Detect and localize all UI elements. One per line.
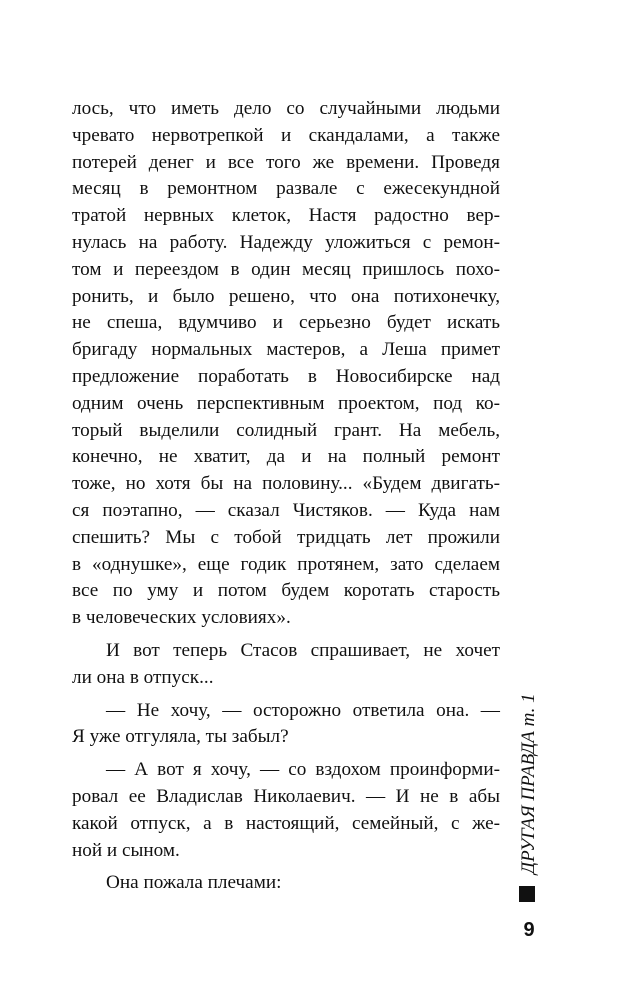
text-line: лось, что иметь дело со случайными людьми	[72, 98, 500, 119]
page-number: 9	[523, 919, 535, 941]
text-line: И вот теперь Стасов спрашивает, не хочет	[106, 639, 500, 661]
text-line: чревато нервотрепкой и скандалами, а также	[72, 124, 500, 146]
text-line: тоже, но хотя бы на половину... «Будем двигать-	[72, 473, 500, 495]
running-head	[515, 668, 543, 874]
text-line: в человеческих условиях».	[72, 607, 291, 629]
running-head-text: ДРУГАЯ ПРАВДА т. 1	[518, 693, 539, 874]
text-line: все по уму и потом будем коротать старость	[72, 580, 500, 602]
text-line: тратой нервных клеток, Настя радостно вер-	[72, 205, 500, 227]
text-line: нулась на работу. Надежду уложиться с ремон-	[72, 231, 500, 253]
text-line: месяц в ремонтном развале с ежесекундной	[72, 178, 500, 200]
text-line: спешить? Мы с тобой тридцать лет прожили	[72, 526, 500, 548]
text-line: предложение поработать в Новосибирске над	[72, 365, 500, 387]
body-text	[72, 96, 500, 897]
text-line: ли она в отпуск...	[72, 666, 214, 688]
text-line: Она пожала плечами:	[106, 872, 282, 894]
text-line: одним очень перспективным проектом, под ко-	[72, 392, 500, 414]
text-line: торый выделили солидный грант. На мебель,	[72, 419, 500, 441]
text-line: потерей денег и все того же времени. Проведя	[72, 151, 500, 173]
text-line: ся поэтапно, — сказал Чистяков. — Куда нам	[72, 499, 500, 521]
text-line: — Не хочу, — осторожно ответила она. —	[106, 699, 500, 721]
text-line: конечно, не хватит, да и на полный ремонт	[72, 446, 500, 468]
text-line: ронить, и было решено, что она потихонечку,	[72, 285, 500, 307]
square-marker-icon	[519, 886, 535, 902]
text-line: не спеша, вдумчиво и серьезно будет искать	[72, 312, 500, 334]
text-line: Я уже отгуляла, ты забыл?	[72, 726, 289, 748]
text-line: том и переездом в один месяц пришлось похо-	[72, 258, 500, 280]
text-line: ровал ее Владислав Николаевич. — И не в абы	[72, 785, 500, 807]
text-line: бригаду нормальных мастеров, а Леша примет	[72, 339, 500, 361]
text-line: ной и сыном.	[72, 839, 180, 861]
text-line: какой отпуск, а в настоящий, семейный, с же-	[72, 812, 500, 834]
text-line: в «однушке», еще годик протянем, зато сделаем	[72, 553, 500, 575]
text-line: — А вот я хочу, — со вздохом проинформи-	[106, 759, 500, 781]
